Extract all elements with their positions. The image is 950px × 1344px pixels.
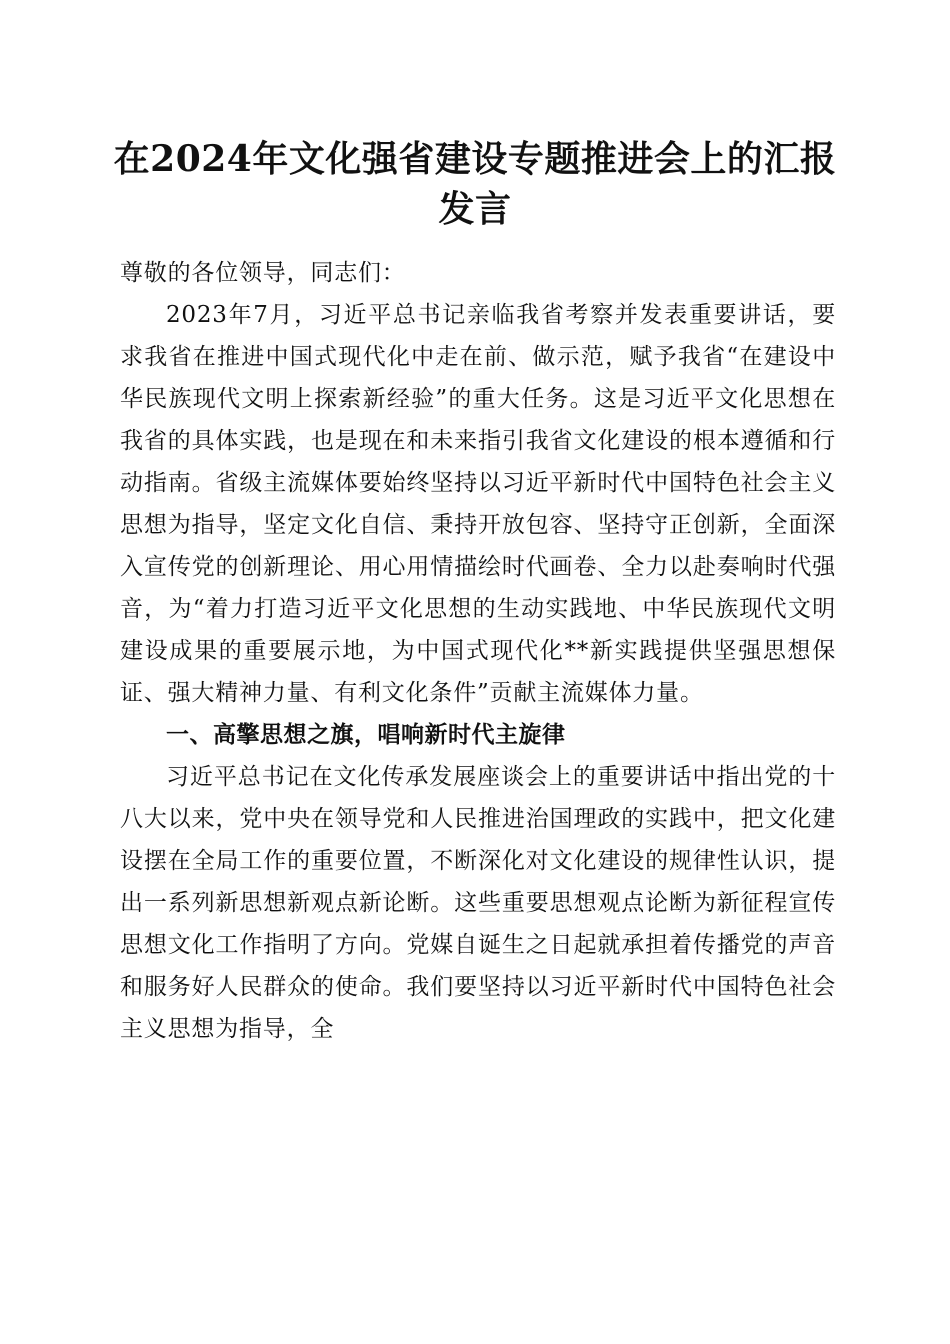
section-heading-1: 一、高擎思想之旗，唱响新时代主旋律 [166, 722, 566, 748]
paragraph-2: 习近平总书记在文化传承发展座谈会上的重要讲话中指出党的十八大以来，党中央在领导党和人民推进治国理政的实践中，把文化建设摆在全局工作的重要位置，不断深化对文化建设的规律性认识，提出一系列新思想新观点新论断。这些重要思想观点论断为新征程宣传思想文化工作指明了方向。党媒自诞生之日起就承担着传播党的声音和服务好人民群众的使命。我们要坚持以习近平新时代中国特色社会主义思想为指导，全 [120, 764, 836, 1042]
title-line-1: 在2024年文化强省建设专题推进会上的汇报 [113, 138, 837, 180]
document-body [120, 252, 836, 1050]
paragraph-1: 2023年7月，习近平总书记亲临我省考察并发表重要讲话，要求我省在推进中国式现代化中走在前、做示范，赋予我省“在建设中华民族现代文明上探索新经验”的重大任务。这是习近平文化思想在我省的具体实践，也是现在和未来指引我省文化建设的根本遵循和行动指南。省级主流媒体要始终坚持以习近平新时代中国特色社会主义思想为指导，坚定文化自信、秉持开放包容、坚持守正创新，全面深入宣传党的创新理论、用心用情描绘时代画卷、全力以赴奏响时代强音，为“着力打造习近平文化思想的生动实践地、中华民族现代文明建设成果的重要展示地，为中国式现代化**新实践提供坚强思想保证、强大精神力量、有利文化条件”贡献主流媒体力量。 [120, 302, 836, 706]
document-title [100, 134, 850, 234]
title-line-2: 发言 [438, 188, 512, 230]
salutation: 尊敬的各位领导，同志们： [120, 260, 406, 286]
